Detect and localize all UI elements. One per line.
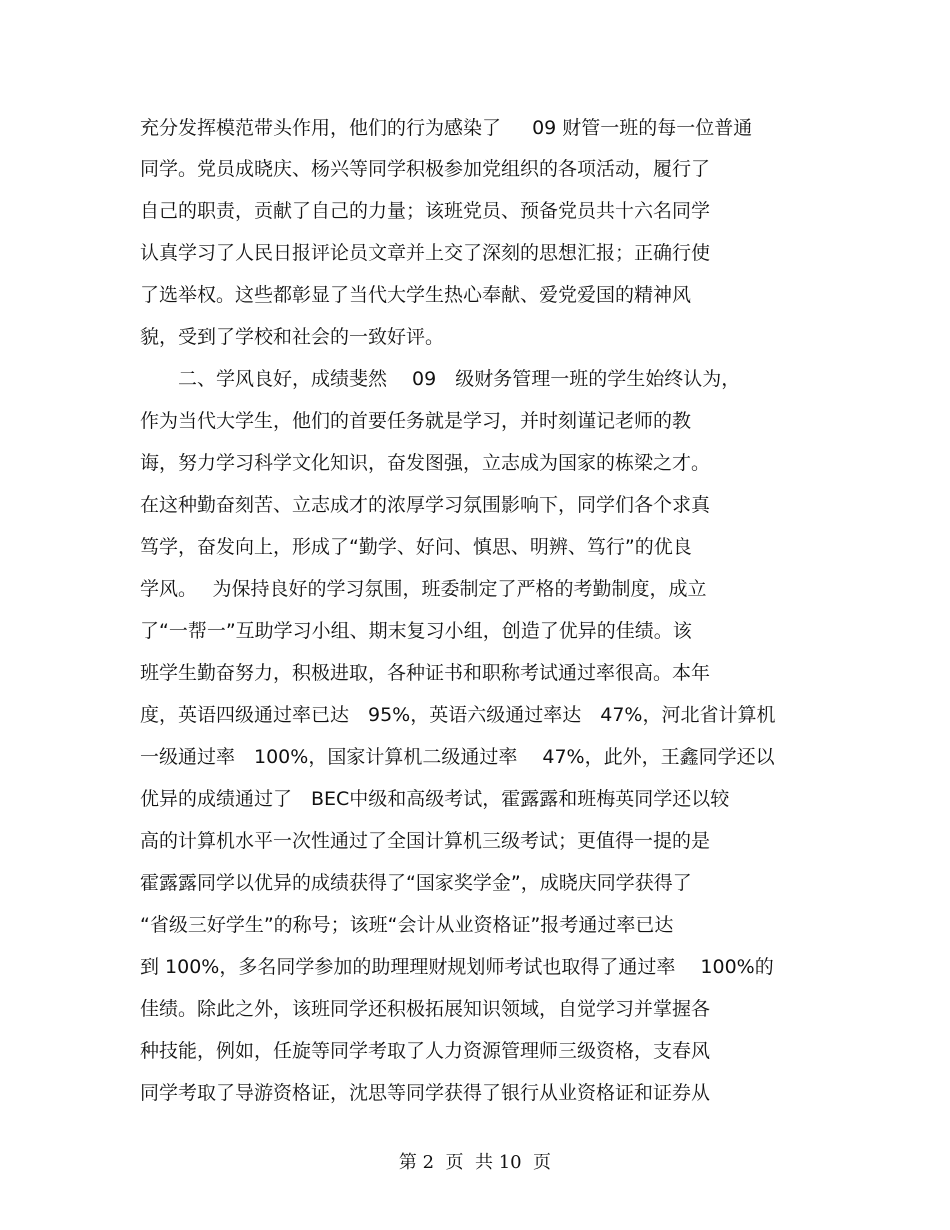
text-line: 作为当代大学生，他们的首要任务就是学习，并时刻谨记老师的教 (140, 410, 692, 432)
text-line: 笃学，奋发向上，形成了“勤学、好问、慎思、明辨、笃行”的优良 (140, 536, 692, 558)
text-line: 了“一帮一”互助学习小组、期末复习小组，创造了优异的佳绩。该 (140, 620, 692, 642)
text-line: 貌，受到了学校和社会的一致好评。 (140, 326, 445, 348)
text-line: 同学。党员成晓庆、杨兴等同学积极参加党组织的各项活动，履行了 (140, 158, 711, 180)
page-number-footer: 第 2 页 共 10 页 (398, 1152, 552, 1173)
text-line: 到 100%，多名同学参加的助理理财规划师考试也取得了通过率 100%的 (140, 956, 774, 978)
text-line: 霍露露同学以优异的成绩获得了“国家奖学金”，成晓庆同学获得了 (140, 872, 692, 894)
text-line: 二、学风良好，成绩斐然 09 级财务管理一班的学生始终认为， (140, 368, 741, 390)
text-line: 佳绩。除此之外，该班同学还积极拓展知识领域，自觉学习并掌握各 (140, 998, 711, 1020)
text-line: 高的计算机水平一次性通过了全国计算机三级考试；更值得一提的是 (140, 830, 711, 852)
text-line: 诲，努力学习科学文化知识，奋发图强，立志成为国家的栋梁之才。 (140, 452, 711, 474)
text-line: 种技能，例如，任旋等同学考取了人力资源管理师三级资格，支春风 (140, 1040, 711, 1062)
text-line: 优异的成绩通过了 BEC中级和高级考试，霍露露和班梅英同学还以较 (140, 788, 730, 810)
text-line: 同学考取了导游资格证，沈思等同学获得了银行从业资格证和证券从 (140, 1082, 711, 1104)
text-line: 一级通过率 100%，国家计算机二级通过率 47%，此外，王鑫同学还以 (140, 746, 775, 768)
text-line: 了选举权。这些都彰显了当代大学生热心奉献、爱党爱国的精神风 (140, 284, 692, 306)
text-line: 充分发挥模范带头作用，他们的行为感染了 09 财管一班的每一位普通 (140, 117, 753, 139)
text-line: 学风。 为保持良好的学习氛围，班委制定了严格的考勤制度，成立 (140, 578, 707, 600)
text-line: 自己的职责，贡献了自己的力量；该班党员、预备党员共十六名同学 (140, 200, 711, 222)
text-line: 在这种勤奋刻苦、立志成才的浓厚学习氛围影响下，同学们各个求真 (140, 494, 711, 516)
text-line: 度，英语四级通过率已达 95%，英语六级通过率达 47%，河北省计算机 (140, 704, 776, 726)
text-line: “省级三好学生”的称号；该班“会计从业资格证”报考通过率已达 (140, 914, 674, 936)
text-line: 认真学习了人民日报评论员文章并上交了深刻的思想汇报；正确行使 (140, 242, 711, 264)
text-line: 班学生勤奋努力，积极进取，各种证书和职称考试通过率很高。本年 (140, 662, 711, 684)
